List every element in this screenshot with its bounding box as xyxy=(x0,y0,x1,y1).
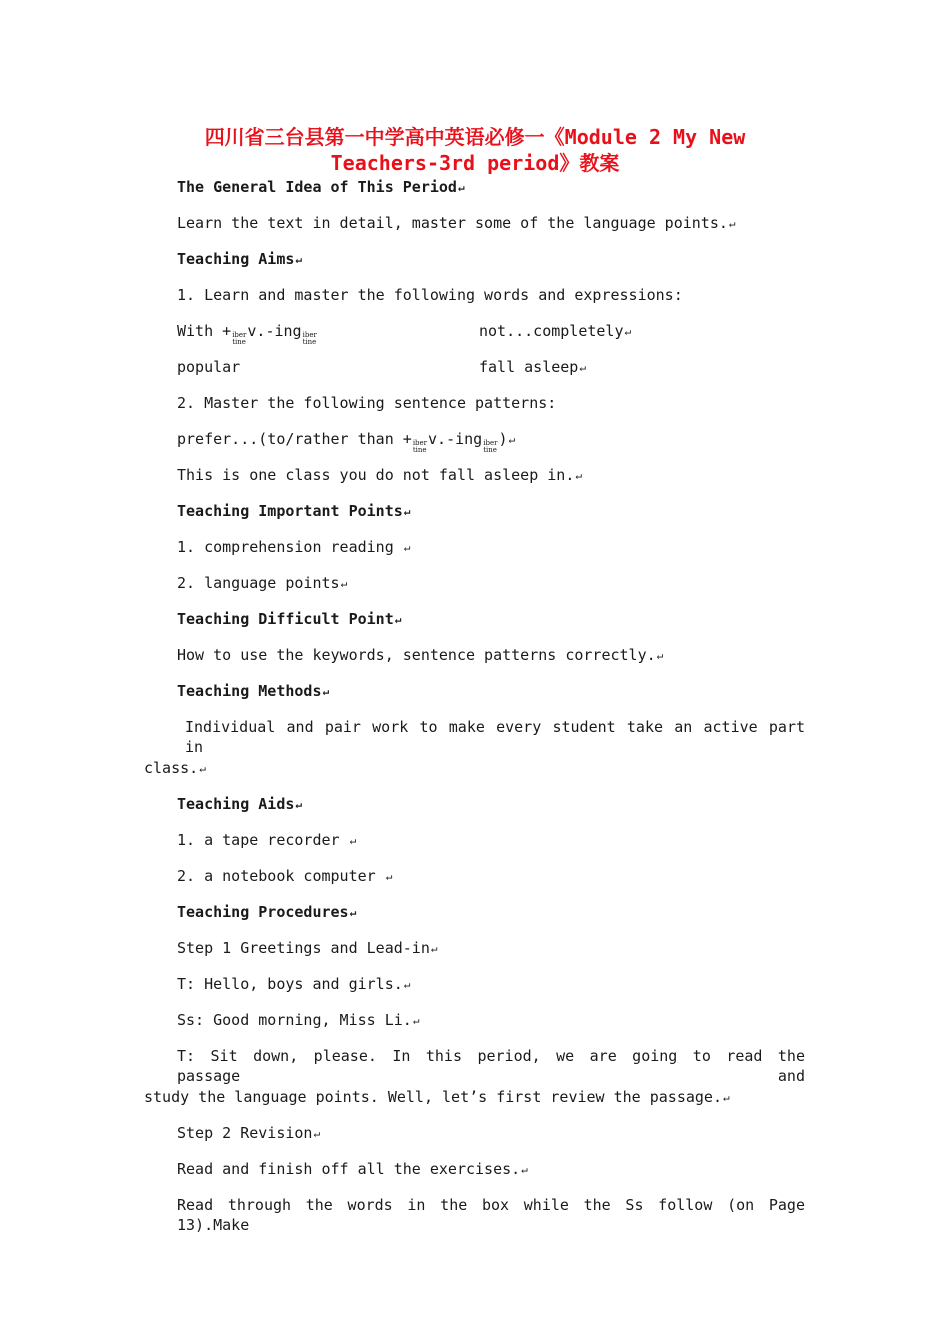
aids-heading: Teaching Aids↵ xyxy=(177,795,303,813)
dialogue-ss-1: Ss: Good morning, Miss Li.↵ xyxy=(177,1011,420,1029)
general-idea-text: Learn the text in detail, master some of the language points.↵ xyxy=(177,214,736,232)
liber-tine-glyph: iber tine xyxy=(232,331,247,346)
paragraph-mark-icon: ↵ xyxy=(722,1091,730,1104)
step-1: Step 1 Greetings and Lead-in↵ xyxy=(177,939,438,957)
aids-item-1: 1. a tape recorder ↵ xyxy=(177,831,357,849)
important-point-1: 1. comprehension reading ↵ xyxy=(177,538,411,556)
paragraph-mark-icon: ↵ xyxy=(656,649,664,662)
liber-tine-glyph: iber tine xyxy=(483,439,498,454)
paragraph-mark-icon: ↵ xyxy=(521,1163,528,1176)
paragraph-mark-icon: ↵ xyxy=(575,469,582,482)
paragraph-mark-icon: ↵ xyxy=(394,613,402,626)
paragraph-mark-icon: ↵ xyxy=(403,541,411,554)
paragraph-mark-icon: ↵ xyxy=(403,505,411,518)
paragraph-mark-icon: ↵ xyxy=(430,942,438,955)
dialogue-t-1: T: Hello, boys and girls.↵ xyxy=(177,975,411,993)
paragraph-mark-icon: ↵ xyxy=(385,870,393,883)
paragraph-mark-icon: ↵ xyxy=(322,685,330,698)
step-2: Step 2 Revision↵ xyxy=(177,1124,321,1142)
procedures-heading: Teaching Procedures↵ xyxy=(177,903,357,921)
liber-tine-glyph: iber tine xyxy=(302,331,317,346)
title-line-1: 四川省三台县第一中学高中英语必修一《Module 2 My New xyxy=(204,125,746,149)
general-idea-heading: The General Idea of This Period↵ xyxy=(177,178,465,196)
revision-text-1: Read and finish off all the exercises.↵ xyxy=(177,1160,528,1178)
expression-not-completely: not...completely↵ xyxy=(479,322,632,340)
paragraph-mark-icon: ↵ xyxy=(508,433,516,446)
aids-item-2: 2. a notebook computer ↵ xyxy=(177,867,393,885)
paragraph-mark-icon: ↵ xyxy=(295,253,303,266)
revision-text-2: Read through the words in the box while the Ss follow (on Page 13).Make xyxy=(177,1196,805,1234)
important-points-heading: Teaching Important Points↵ xyxy=(177,502,411,520)
paragraph-mark-icon: ↵ xyxy=(457,181,465,194)
expression-row-1: With + iber tine v.-ing iber tine not...completely↵ xyxy=(177,322,632,346)
paragraph-mark-icon: ↵ xyxy=(313,1127,321,1140)
liber-tine-glyph: iber tine xyxy=(412,439,428,454)
paragraph-mark-icon: ↵ xyxy=(349,906,357,919)
difficult-point-text: How to use the keywords, sentence patterns correctly.↵ xyxy=(177,646,664,664)
dialogue-t-2-line-2: study the language points. Well, let’s first review the passage.↵ xyxy=(144,1088,730,1106)
paragraph-mark-icon: ↵ xyxy=(579,361,586,374)
methods-text-line-1: Individual and pair work to make every student take an active part in xyxy=(185,718,805,756)
document-title xyxy=(140,124,810,176)
paragraph-mark-icon: ↵ xyxy=(295,798,303,811)
aims-item-1: 1. Learn and master the following words and expressions: xyxy=(177,286,683,304)
aims-item-2: 2. Master the following sentence patterns: xyxy=(177,394,557,412)
aims-heading: Teaching Aims↵ xyxy=(177,250,303,268)
paragraph-mark-icon: ↵ xyxy=(349,834,357,847)
title-line-2: Teachers-3rd period》教案 xyxy=(330,151,620,175)
paragraph-mark-icon: ↵ xyxy=(412,1014,420,1027)
paragraph-mark-icon: ↵ xyxy=(403,978,411,991)
paragraph-mark-icon: ↵ xyxy=(728,217,736,230)
expression-fall-asleep: fall asleep↵ xyxy=(479,358,586,376)
methods-text-line-2: class.↵ xyxy=(144,759,206,777)
pattern-prefer: prefer...(to/rather than + iber tine v.-ing iber tine )↵ xyxy=(177,430,516,454)
methods-heading: Teaching Methods↵ xyxy=(177,682,330,700)
difficult-point-heading: Teaching Difficult Point↵ xyxy=(177,610,402,628)
paragraph-mark-icon: ↵ xyxy=(199,762,206,775)
paragraph-mark-icon: ↵ xyxy=(340,577,348,590)
pattern-class: This is one class you do not fall asleep in.↵ xyxy=(177,466,582,484)
paragraph-mark-icon: ↵ xyxy=(624,325,632,338)
expression-row-2: popular fall asleep↵ xyxy=(177,358,586,376)
dialogue-t-2-line-1: T: Sit down, please. In this period, we are going to read the passage and xyxy=(177,1047,805,1085)
important-point-2: 2. language points↵ xyxy=(177,574,348,592)
